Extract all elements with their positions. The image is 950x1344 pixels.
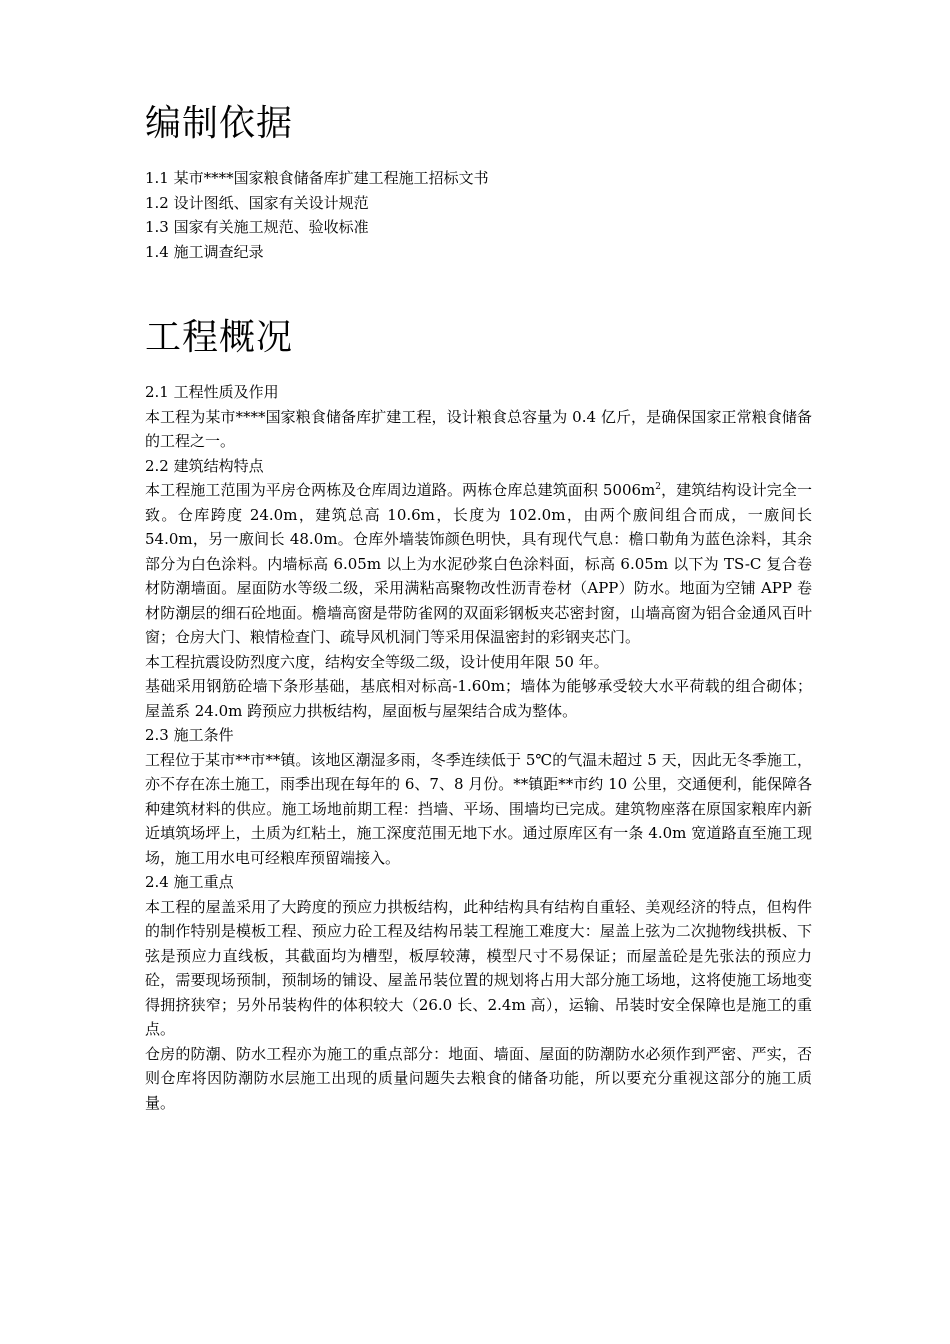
paragraph-2-3: 工程位于某市**市**镇。该地区潮湿多雨，冬季连续低于 5℃的气温未超过 5 天，因此无冬季施工，亦不存在冻土施工，雨季出现在每年的 6、7、8 月份。**镇距**市约 10 公里，交通便利，能保障各种建筑材料的供应。施工场地前期工程：挡墙、平场、围墙均已完成。建筑物座落在原国家粮库内新近填筑场坪上，土质为红粘土，施工深度范围无地下水。通过原库区有一条 4.0m 宽道路直至施工现场，施工用水电可经粮库预留端接入。 (145, 750, 812, 867)
basis-item-4: 1.4 施工调查纪录 (145, 242, 264, 261)
paragraph-2-2-1 (145, 478, 812, 650)
paragraph-2-2-2: 本工程抗震设防烈度六度，结构安全等级二级，设计使用年限 50 年。 (145, 652, 609, 671)
section-title-overview: 工程概况 (145, 317, 294, 358)
basis-item-1: 1.1 某市****国家粮食储备库扩建工程施工招标文书 (145, 169, 489, 187)
subheading-2-1: 2.1 工程性质及作用 (145, 383, 279, 401)
subheading-2-3: 2.3 施工条件 (145, 726, 234, 744)
basis-item-2: 1.2 设计图纸、国家有关设计规范 (145, 193, 369, 212)
section-title-basis: 编制依据 (145, 103, 294, 144)
paragraph-2-1: 本工程为某市****国家粮食储备库扩建工程，设计粮食总容量为 0.4 亿斤，是确保国家正常粮食储备的工程之一。 (145, 407, 812, 450)
paragraph-2-2-1-part-b: ，建筑结构设计完全一致。仓库跨度 24.0m，建筑总高 10.6m，长度为 102.0m，由两个廒间组合而成，一廒间长 54.0m，另一廒间长 48.0m。仓库外墙装饰颜色明快，具有现代气息：檐口勒角为蓝色涂料，其余部分为白色涂料。内墙标高 6.05m 以上为水泥砂浆白色涂料面，标高 6.05m 以下为 TS-C 复合卷材防潮墙面。屋面防水等级二级，采用满粘高聚物改性沥青卷材（APP）防水。地面为空铺 APP 卷材防潮层的细石砼地面。檐墙高窗是带防雀网的双面彩钢板夹芯密封窗，山墙高窗为铝合金通风百叶窗；仓房大门、粮情检查门、疏导风机洞门等采用保温密封的彩钢夹芯门。 (145, 481, 812, 646)
paragraph-2-4-2: 仓房的防潮、防水工程亦为施工的重点部分：地面、墙面、屋面的防潮防水必须作到严密、严实，否则仓库将因防潮防水层施工出现的质量问题失去粮食的储备功能，所以要充分重视这部分的施工质量。 (145, 1044, 812, 1112)
paragraph-2-2-3: 基础采用钢筋砼墙下条形基础，基底相对标高-1.60m；墙体为能够承受较大水平荷载的组合砌体；屋盖系 24.0m 跨预应力拱板结构，屋面板与屋架结合成为整体。 (145, 677, 812, 720)
paragraph-2-2-1-part-a: 本工程施工范围为平房仓两栋及仓库周边道路。两栋仓库总建筑面积 5006m (145, 481, 656, 499)
paragraph-2-4-1: 本工程的屋盖采用了大跨度的预应力拱板结构，此种结构具有结构自重轻、美观经济的特点，但构件的制作特别是模板工程、预应力砼工程及结构吊装工程施工难度大：屋盖上弦为二次抛物线拱板、下弦是预应力直线板，其截面均为槽型，板厚较薄，模型尺寸不易保证；而屋盖砼是先张法的预应力砼，需要现场预制，预制场的铺设、屋盖吊装位置的规划将占用大部分施工场地，这将使施工场地变得拥挤狭窄；另外吊装构件的体积较大（26.0 长、2.4m 高），运输、吊装时安全保障也是施工的重点。 (145, 897, 812, 1038)
subheading-2-2: 2.2 建筑结构特点 (145, 456, 264, 475)
subheading-2-4: 2.4 施工重点 (145, 873, 234, 891)
basis-item-3: 1.3 国家有关施工规范、验收标准 (145, 218, 369, 236)
area-unit-superscript: 2 (655, 482, 661, 492)
